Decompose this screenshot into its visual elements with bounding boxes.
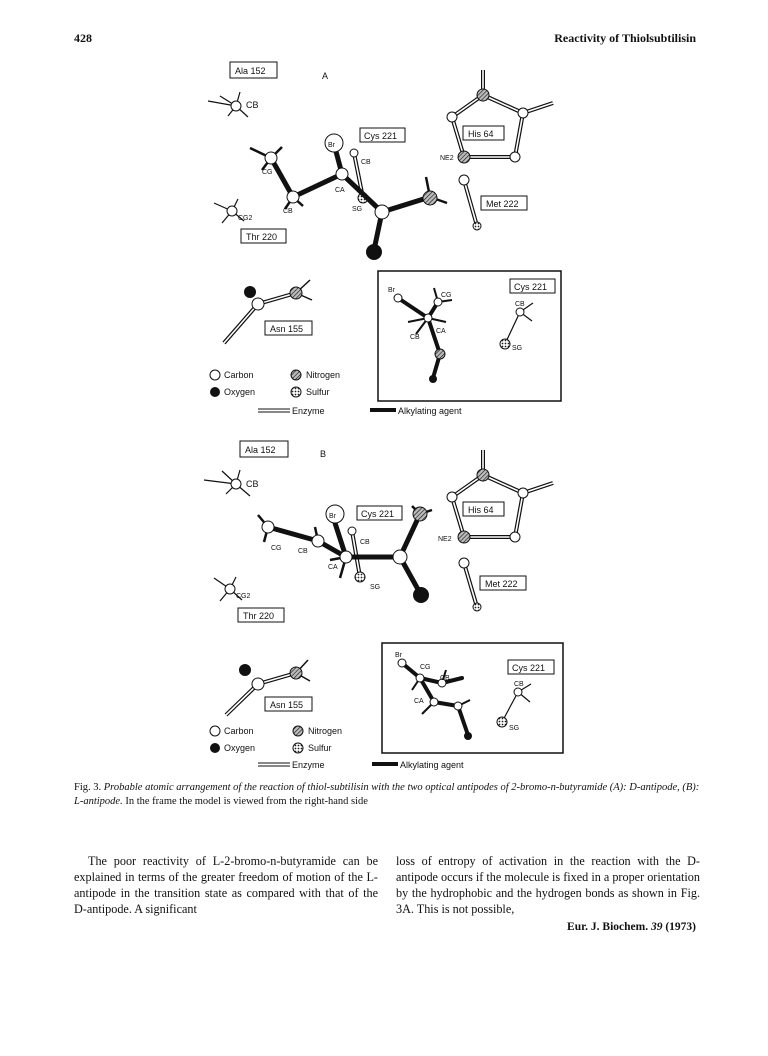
svg-text:CB: CB — [283, 208, 293, 215]
caption-label: Fig. 3. — [74, 782, 102, 793]
label-his64-b: His 64 — [468, 505, 494, 515]
label-asn155-b: Asn 155 — [270, 700, 304, 710]
body-right-column: loss of entropy of activation in the reaction with the D-antipode occurs if the molecule is fixed in a proper orientation by the hydrophobic and the hydrogen bonds as shown in Fig. 3A. This is not possible, — [396, 854, 700, 916]
svg-text:CB: CB — [246, 479, 259, 489]
svg-text:CB: CB — [514, 681, 524, 688]
svg-text:Br: Br — [395, 652, 402, 659]
panel-b — [204, 441, 563, 770]
svg-text:CG: CG — [420, 664, 431, 671]
label-cys221-a: Cys 221 — [364, 131, 398, 141]
svg-text:SG: SG — [352, 206, 363, 213]
journal-year: (1973) — [665, 921, 696, 933]
label-met222-b: Met 222 — [485, 579, 518, 589]
body-left-column: The poor reactivity of L-2-bromo-n-butyramide can be explained in terms of the greater freedom of motion of the L-antipode in the transition state as compared with that of the D-antipode. A significant — [74, 854, 378, 916]
svg-text:CA: CA — [335, 187, 345, 194]
running-title: Reactivity of Thiolsubtilisin — [554, 31, 696, 45]
svg-text:Alkylating agent: Alkylating agent — [398, 406, 462, 416]
label-his64-a: His 64 — [468, 129, 494, 139]
svg-text:Carbon: Carbon — [224, 726, 254, 736]
svg-text:SG: SG — [509, 725, 520, 732]
svg-text:CB: CB — [515, 301, 525, 308]
svg-text:Nitrogen: Nitrogen — [308, 726, 343, 736]
svg-text:CA: CA — [414, 698, 424, 705]
legend-a — [210, 370, 462, 416]
label-asn155-a: Asn 155 — [270, 324, 304, 334]
svg-text:Sulfur: Sulfur — [308, 743, 332, 753]
journal-name: Eur. J. Biochem. — [567, 921, 649, 933]
panel-a — [208, 62, 561, 416]
svg-text:Enzyme: Enzyme — [292, 760, 325, 770]
svg-text:CB: CB — [440, 675, 450, 682]
svg-text:CG: CG — [262, 169, 273, 176]
panel-b-letter: B — [320, 449, 327, 459]
caption-italic: Probable atomic arrangement of the reaction of thiol-subtilisin with the two optical antipodes of 2-bromo-n-butyramide (A): D-antipode, (B): L-antipode. — [74, 782, 700, 807]
svg-text:CB: CB — [360, 539, 370, 546]
inset-b — [382, 643, 563, 753]
figure-caption — [74, 781, 700, 809]
journal-volume: 39 — [650, 921, 663, 933]
label-met222-a: Met 222 — [486, 199, 519, 209]
svg-text:CG2: CG2 — [238, 215, 253, 222]
journal-footer — [567, 921, 696, 933]
svg-text:Ala 152: Ala 152 — [235, 66, 266, 76]
label-cys221-b: Cys 221 — [361, 509, 395, 519]
svg-text:Sulfur: Sulfur — [306, 387, 330, 397]
inset-a — [378, 271, 561, 401]
svg-text:CB: CB — [246, 100, 259, 110]
svg-text:Oxygen: Oxygen — [224, 743, 256, 753]
label-ala152-a — [230, 62, 277, 78]
svg-text:Nitrogen: Nitrogen — [306, 370, 341, 380]
svg-text:CA: CA — [436, 328, 446, 335]
svg-text:CG2: CG2 — [236, 593, 251, 600]
svg-text:Cys 221: Cys 221 — [512, 663, 546, 673]
atom-br-a: Br — [328, 142, 335, 149]
svg-text:SG: SG — [370, 584, 381, 591]
svg-text:CG: CG — [441, 292, 452, 299]
page-number: 428 — [74, 31, 92, 45]
svg-text:CB: CB — [410, 334, 420, 341]
atom-ne2-b: NE2 — [438, 536, 452, 543]
svg-text:Enzyme: Enzyme — [292, 406, 325, 416]
svg-text:CA: CA — [328, 564, 338, 571]
caption-plain: In the frame the model is viewed from the right-hand side — [125, 796, 368, 807]
atom-ne2-a: NE2 — [440, 155, 454, 162]
svg-text:Cys 221: Cys 221 — [514, 282, 548, 292]
svg-text:CB: CB — [361, 159, 371, 166]
label-thr220-b: Thr 220 — [243, 611, 275, 621]
svg-text:Alkylating agent: Alkylating agent — [400, 760, 464, 770]
svg-text:Oxygen: Oxygen — [224, 387, 256, 397]
label-ala152-b: Ala 152 — [245, 445, 276, 455]
svg-text:CB: CB — [298, 548, 308, 555]
svg-text:SG: SG — [512, 345, 523, 352]
svg-text:Br: Br — [388, 287, 395, 294]
legend-b — [210, 726, 464, 770]
atom-br-b: Br — [329, 513, 336, 520]
label-thr220-a: Thr 220 — [246, 232, 278, 242]
panel-a-letter: A — [322, 71, 329, 81]
svg-text:Carbon: Carbon — [224, 370, 254, 380]
svg-text:CG: CG — [271, 545, 282, 552]
